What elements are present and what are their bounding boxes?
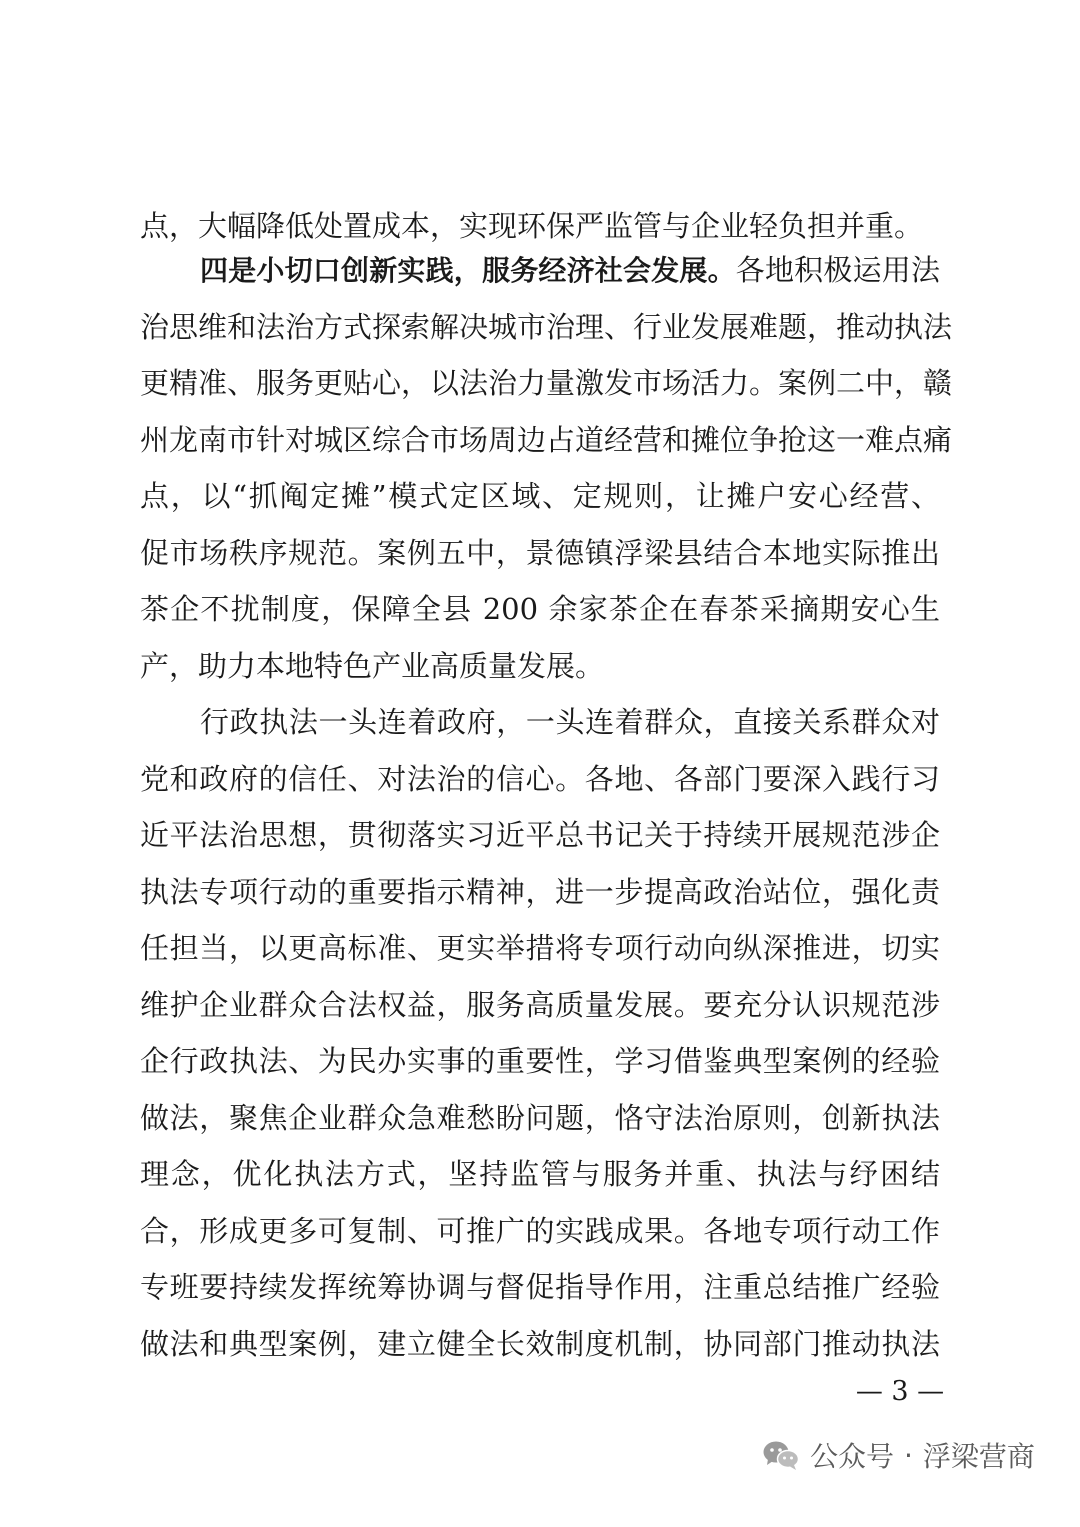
body-line: 促市场秩序规范。案例五中，景德镇浮梁县结合本地实际推出 (140, 536, 940, 570)
body-line: 近平法治思想，贯彻落实习近平总书记关于持续开展规范涉企 (140, 818, 940, 852)
body-line: 更精准、服务更贴心，以法治力量激发市场活力。案例二中，赣 (140, 366, 953, 400)
page-number: — 3 — (855, 1376, 945, 1407)
wechat-icon (762, 1439, 800, 1471)
body-line: 专班要持续发挥统筹协调与督促指导作用，注重总结推广经验 (140, 1270, 940, 1304)
body-line: 企行政执法、为民办实事的重要性，学习借鉴典型案例的经验 (140, 1044, 940, 1078)
body-line: 执法专项行动的重要指示精神，进一步提高政治站位，强化责 (140, 875, 940, 909)
body-line: 任担当，以更高标准、更实举措将专项行动向纵深推进，切实 (140, 931, 940, 965)
body-line: 理念，优化执法方式，坚持监管与服务并重、执法与纾困结 (140, 1157, 940, 1191)
wechat-watermark (762, 1430, 1035, 1480)
body-line: 合，形成更多可复制、可推广的实践成果。各地专项行动工作 (140, 1214, 940, 1248)
body-line: 做法和典型案例，建立健全长效制度机制，协同部门推动执法 (140, 1327, 940, 1361)
body-line: 点，以“抓阄定摊”模式定区域、定规则，让摊户安心经营、 (140, 479, 940, 513)
body-line: 州龙南市针对城区综合市场周边占道经营和摊位争抢这一难点痛 (140, 423, 953, 457)
watermark-account-type: 公众号 (810, 1440, 895, 1473)
watermark-account-name: 浮梁营商 (922, 1440, 1035, 1473)
body-line: 产，助力本地特色产业高质量发展。 (140, 649, 605, 683)
section-heading: 四是小切口创新实践，服务经济社会发展。 (200, 254, 736, 287)
body-line: 行政执法一头连着政府，一头连着群众，直接关系群众对 (200, 705, 940, 739)
body-line: 治思维和法治方式探索解决城市治理、行业发展难题，推动执法 (140, 310, 953, 344)
body-line: 四是小切口创新实践，服务经济社会发展。各地积极运用法 (200, 253, 940, 287)
body-line: 茶企不扰制度，保障全县 200 余家茶企在春茶采摘期安心生 (140, 592, 940, 626)
watermark-separator: · (904, 1438, 913, 1472)
body-line: 点，大幅降低处置成本，实现环保严监管与企业轻负担并重。 (140, 209, 924, 243)
body-line: 维护企业群众合法权益，服务高质量发展。要充分认识规范涉 (140, 988, 940, 1022)
body-line: 党和政府的信任、对法治的信心。各地、各部门要深入践行习 (140, 762, 940, 796)
body-line: 做法，聚焦企业群众急难愁盼问题，恪守法治原则，创新执法 (140, 1101, 940, 1135)
